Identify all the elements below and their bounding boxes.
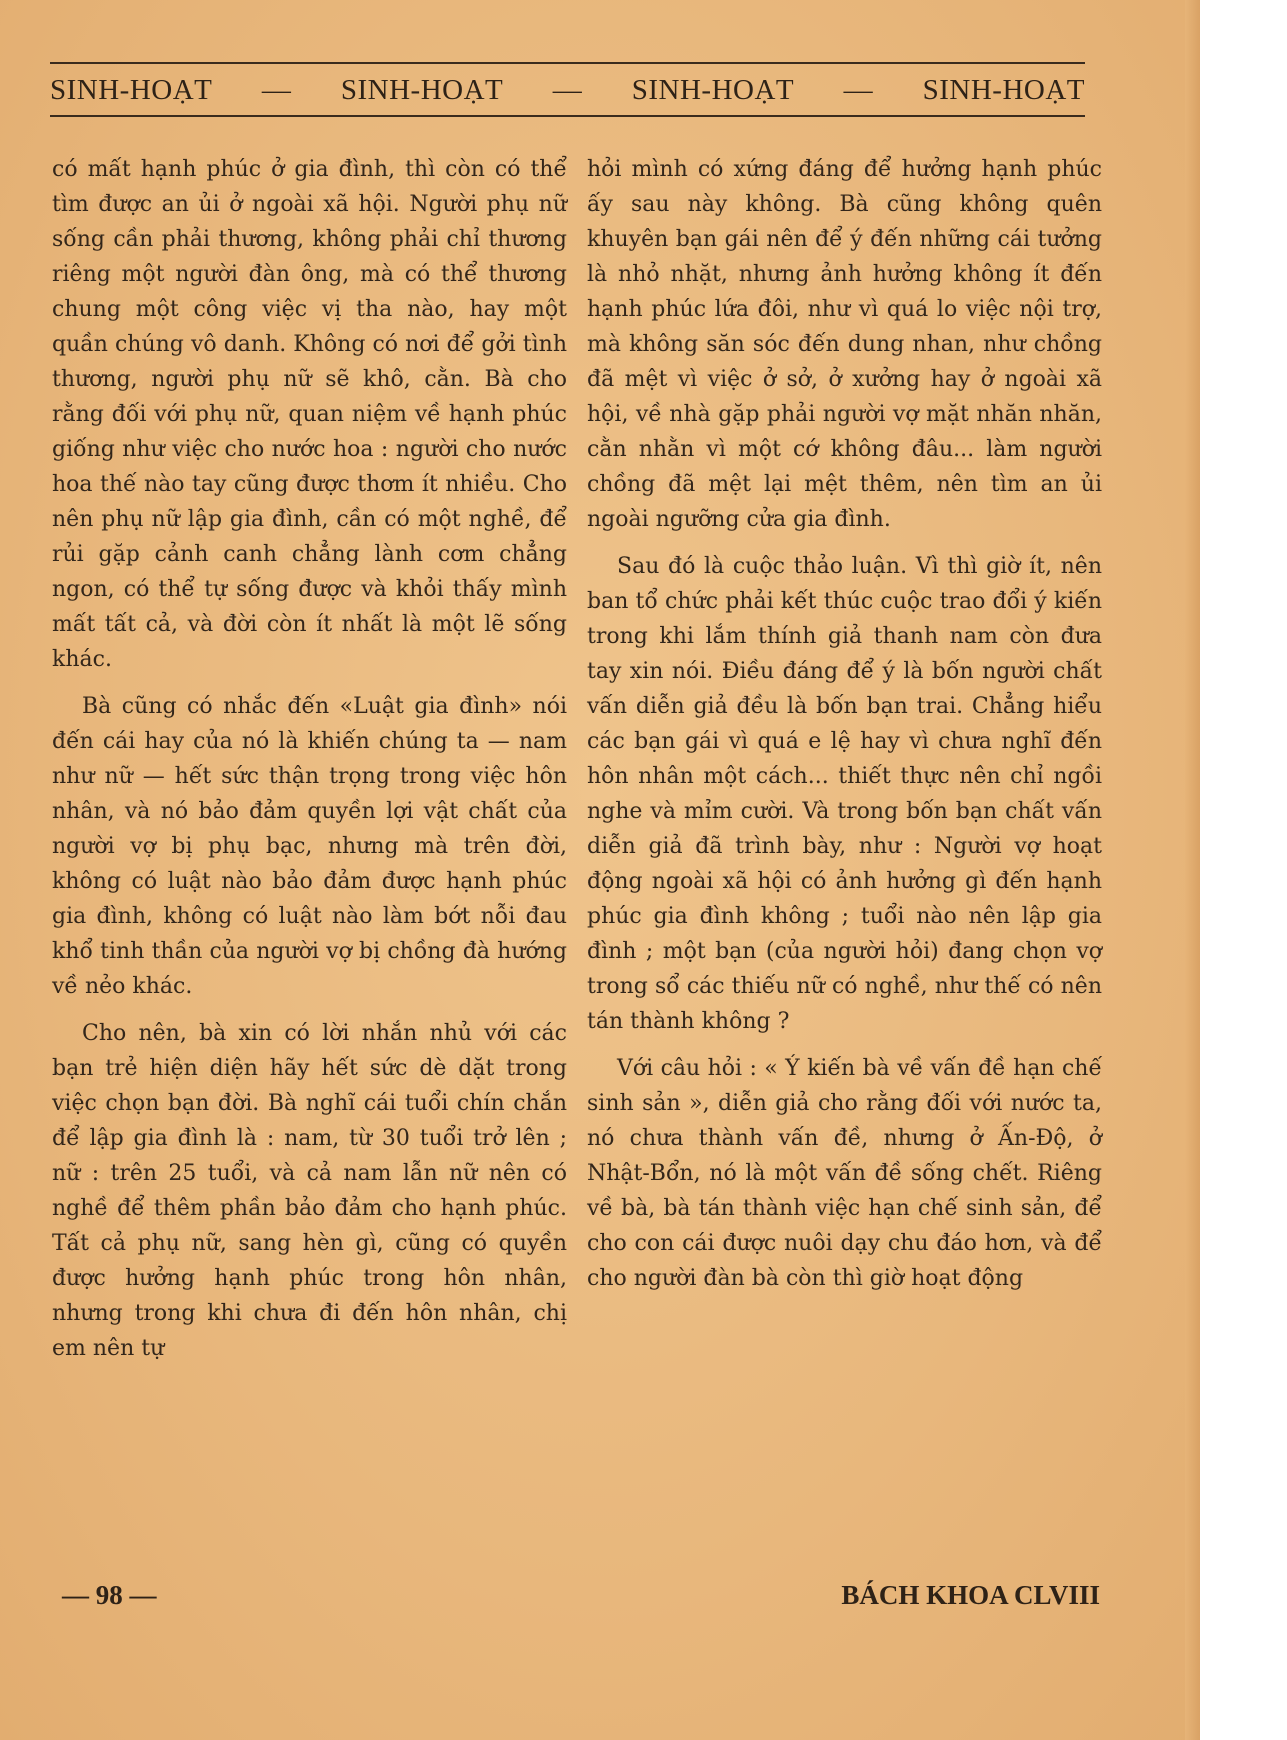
header-title-4: SINH-HOẠT: [922, 73, 1085, 106]
paragraph: hỏi mình có xứng đáng để hưởng hạnh phúc ấy sau này không. Bà cũng không quên khuyên bạn gái nên để ý đến những cái tưởng là nhỏ nhặt, nhưng ảnh hưởng không ít đến hạnh phúc lứa đôi, như vì quá lo việc nội trợ, mà không săn sóc đến dung nhan, như chồng đã mệt vì việc ở sở, ở xưởng hay ở ngoài xã hội, về nhà gặp phải người vợ mặt nhăn nhăn, cằn nhằn vì một cớ không đâu... làm người chồng đã mệt lại mệt thêm, nên tìm an ủi ngoài ngưỡng cửa gia đình.: [587, 157, 1102, 532]
header-title-2: SINH-HOẠT: [340, 73, 504, 106]
right-column: [587, 152, 1102, 1308]
header-rule-top: [50, 62, 1085, 64]
publication-name: BÁCH KHOA CLVIII: [841, 1580, 1100, 1610]
section-header: [50, 68, 1085, 112]
header-title-1: SINH-HOẠT: [50, 73, 213, 106]
header-rule-bottom: [50, 115, 1085, 117]
page-edge: [1185, 0, 1200, 1740]
header-title-3: SINH-HOẠT: [631, 73, 795, 106]
header-dash-1: —: [261, 73, 292, 106]
paragraph: Bà cũng có nhắc đến «Luật gia đình» nói đến cái hay của nó là khiến chúng ta — nam như nữ — hết sức thận trọng trong việc hôn nhân, và nó bảo đảm quyền lợi vật chất của người vợ bị phụ bạc, nhưng mà trên đời, không có luật nào bảo đảm được hạnh phúc gia đình, không có luật nào làm bớt nỗi đau khổ tinh thần của người vợ bị chồng đà hướng về nẻo khác.: [52, 694, 567, 999]
paragraph: Cho nên, bà xin có lời nhắn nhủ với các bạn trẻ hiện diện hãy hết sức dè dặt trong việc chọn bạn đời. Bà nghĩ cái tuổi chín chắn để lập gia đình là : nam, từ 30 tuổi trở lên ; nữ : trên 25 tuổi, và cả nam lẫn nữ nên có nghề để thêm phần bảo đảm cho hạnh phúc. Tất cả phụ nữ, sang hèn gì, cũng có quyền được hưởng hạnh phúc trong hôn nhân, nhưng trong khi chưa đi đến hôn nhân, chị em nên tự: [52, 1021, 567, 1361]
paragraph: Với câu hỏi : « Ý kiến bà về vấn đề hạn chế sinh sản », diễn giả cho rằng đối với nước ta, nó chưa thành vấn đề, nhưng ở Ấn-Độ, ở Nhật-Bổn, nó là một vấn đề sống chết. Riêng về bà, bà tán thành việc hạn chế sinh sản, để cho con cái được nuôi dạy chu đáo hơn, và để cho người đàn bà còn thì giờ hoạt động: [587, 1056, 1102, 1291]
header-dash-2: —: [552, 73, 583, 106]
paragraph: có mất hạnh phúc ở gia đình, thì còn có thể tìm được an ủi ở ngoài xã hội. Người phụ nữ sống cần phải thương, không phải chỉ thương riêng một người đàn ông, mà có thể thương chung một công việc vị tha nào, hay một quần chúng vô danh. Không có nơi để gởi tình thương, người phụ nữ sẽ khô, cằn. Bà cho rằng đối với phụ nữ, quan niệm về hạnh phúc giống như việc cho nước hoa : người cho nước hoa thế nào tay cũng được thơm ít nhiều. Cho nên phụ nữ lập gia đình, cần có một nghề, để rủi gặp cảnh canh chẳng lành cơm chẳng ngon, có thể tự sống được và khỏi thấy mình mất tất cả, và đời còn ít nhất là một lẽ sống khác.: [52, 157, 567, 672]
paragraph: Sau đó là cuộc thảo luận. Vì thì giờ ít, nên ban tổ chức phải kết thúc cuộc trao đổi ý kiến trong khi lắm thính giả thanh nam còn đưa tay xin nói. Điều đáng để ý là bốn người chất vấn diễn giả đều là bốn bạn trai. Chẳng hiểu các bạn gái vì quá e lệ hay vì chưa nghĩ đến hôn nhân một cách... thiết thực nên chỉ ngồi nghe và mỉm cười. Và trong bốn bạn chất vấn diễn giả đã trình bày, như : Người vợ hoạt động ngoài xã hội có ảnh hưởng gì đến hạnh phúc gia đình không ; tuổi nào nên lập gia đình ; một bạn (của người hỏi) đang chọn vợ trong sổ các thiếu nữ có nghề, như thế có nên tán thành không ?: [587, 554, 1102, 1034]
header-dash-3: —: [843, 73, 874, 106]
page-number: — 98 —: [62, 1580, 157, 1610]
left-column: [52, 152, 567, 1378]
